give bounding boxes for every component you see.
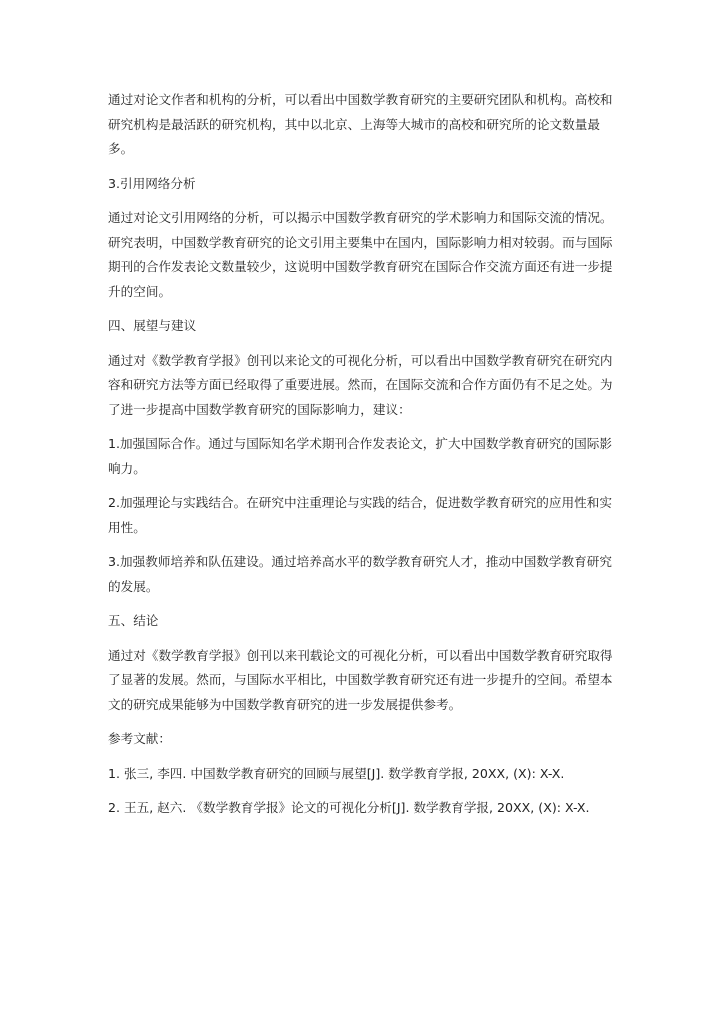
reference-1: 1. 张三, 李四. 中国数学教育研究的回顾与展望[J]. 数学教育学报, 20XX, (X): X-X. — [108, 765, 565, 781]
document-body — [108, 88, 613, 831]
suggestion-3: 3.加强教师培养和队伍建设。通过培养高水平的数学教育研究人才，推动中国数学教育研究的发展。 — [108, 554, 612, 594]
heading-outlook: 四、展望与建议 — [108, 318, 197, 333]
paragraph-citation-analysis: 通过对论文引用网络的分析，可以揭示中国数学教育研究的学术影响力和国际交流的情况。研究表明，中国数学教育研究的论文引用主要集中在国内，国际影响力相对较弱。而与国际期刊的合作发表论文数量较少，这说明中国数学教育研究在国际合作交流方面还有进一步提升的空间。 — [108, 210, 613, 299]
suggestion-1: 1.加强国际合作。通过与国际知名学术期刊合作发表论文，扩大中国数学教育研究的国际影响力。 — [108, 436, 612, 476]
paragraph-outlook: 通过对《数学教育学报》创刊以来论文的可视化分析，可以看出中国数学教育研究在研究内容和研究方法等方面已经取得了重要进展。然而，在国际交流和合作方面仍有不足之处。为了进一步提高中国数学教育研究的国际影响力，建议： — [108, 352, 613, 417]
suggestion-2: 2.加强理论与实践结合。在研究中注重理论与实践的结合，促进数学教育研究的应用性和实用性。 — [108, 495, 612, 535]
paragraph-author-analysis: 通过对论文作者和机构的分析，可以看出中国数学教育研究的主要研究团队和机构。高校和研究机构是最活跃的研究机构，其中以北京、上海等大城市的高校和研究所的论文数量最多。 — [108, 92, 613, 156]
paragraph-conclusion: 通过对《数学教育学报》创刊以来刊载论文的可视化分析，可以看出中国数学教育研究取得了显著的发展。然而，与国际水平相比，中国数学教育研究还有进一步提升的空间。希望本文的研究成果能够为中国数学教育研究的进一步发展提供参考。 — [108, 647, 613, 712]
references-title: 参考文献： — [108, 731, 171, 746]
heading-citation-network: 3.引用网络分析 — [108, 175, 196, 191]
heading-conclusion: 五、结论 — [108, 613, 159, 628]
reference-2: 2. 王五, 赵六. 《数学教育学报》论文的可视化分析[J]. 数学教育学报, 20XX, (X): X-X. — [108, 800, 590, 815]
